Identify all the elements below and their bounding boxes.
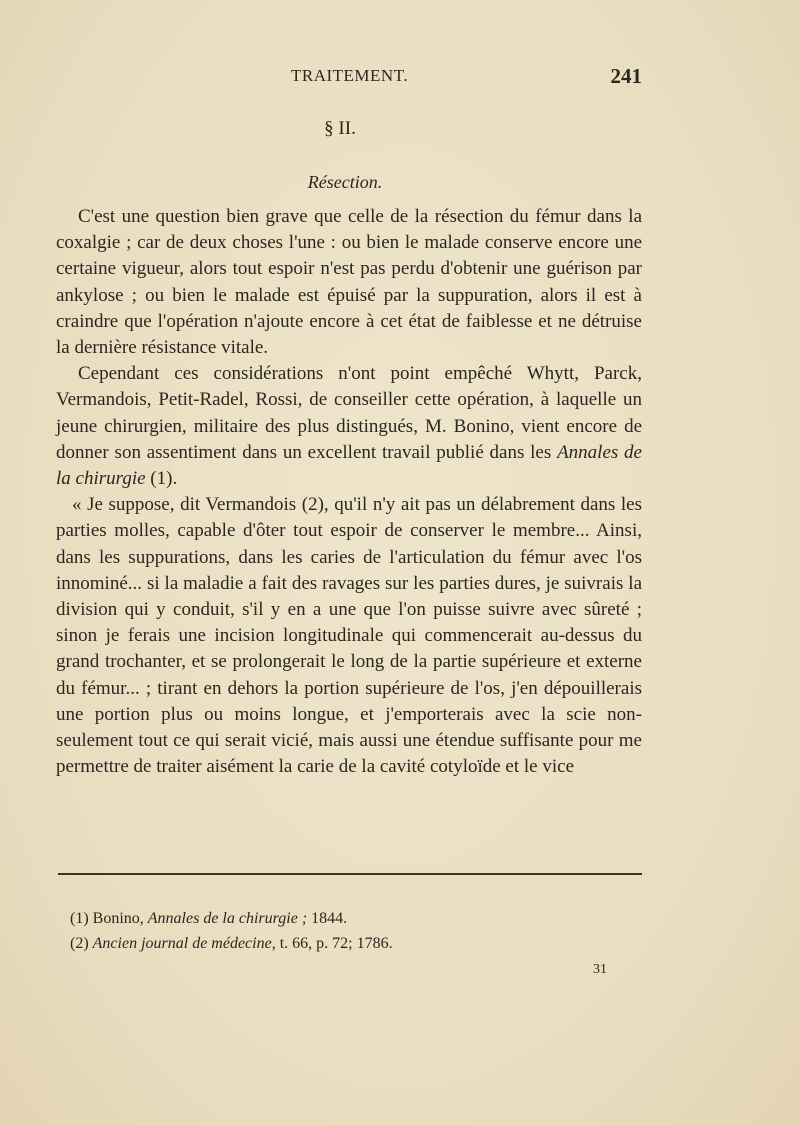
paragraph-1: C'est une question bien grave que celle de la résection du fémur dans la coxalgie ; car de deux choses l'une : ou bien le malade conserve encore une certaine vigueur, alors tout espoir n'est pas perdu d'obtenir une guérison par ankylose ; ou bien le malade est épuisé par la suppuration, alors il est à craindre que l'opération n'ajoute encore à cet état de faiblesse et ne détruise la dernière résistance vitale. [56, 206, 642, 359]
footnote-1-year: 1844. [311, 910, 348, 927]
footnote-divider [58, 873, 642, 875]
signature-mark: 31 [593, 962, 607, 977]
footnote-2-title: Ancien journal de médecine, [92, 935, 276, 952]
journal-title: Annales de la chirurgie [56, 441, 642, 490]
paragraph-2-end: (1). [145, 468, 178, 490]
footnote-1-author: Bonino, [92, 910, 144, 927]
quotation-paragraph: « Je suppose, dit Vermandois (2), qu'il n'y ait pas un délabrement dans les parties molles, capable d'ôter tout espoir de conserver le membre... Ainsi, dans les suppurations, dans les caries de l'articulation du fémur avec l'os innominé... si la maladie a fait des ravages sur les parties dures, je suivrais la division qui y conduit, s'il y en a une que l'on puisse suivre avec sûreté ; sinon je ferais une incision longitudinale qui commencerait au-dessus du grand trochanter, et se prolongerait le long de la partie supérieure et externe du fémur... ; tirant en dehors la portion supérieure de l'os, j'en dépouillerais une portion plus ou moins longue, et j'emporterais avec la scie non-seulement tout ce qui serait vicié, mais aussi une étendue suffisante pour me permettre de traiter aisément la carie de la cavité cotyloïde et le vice [56, 494, 642, 778]
page-number: 241 [610, 64, 642, 88]
running-head [56, 64, 642, 94]
section-title: Résection. [307, 172, 383, 192]
footnote-2-marker: (2) [70, 935, 89, 952]
footnote-2 [70, 931, 630, 956]
body-text [56, 204, 642, 780]
section-number: § II. [324, 118, 356, 139]
footnote-1-marker: (1) [70, 910, 89, 927]
footnotes [70, 906, 630, 956]
paragraph-2-text: Cependant ces considérations n'ont point empêché Whytt, Parck, Vermandois, Petit-Radel, Rossi, de conseiller cette opération, à laquelle un jeune chirurgien, militaire des plus distingués, M. Bonino, vient encore de donner son assentiment dans un excellent travail publié dans les [56, 363, 642, 463]
running-title: TRAITEMENT. [291, 66, 409, 85]
footnote-1 [70, 906, 630, 931]
footnote-1-title: Annales de la chirurgie ; [147, 910, 308, 927]
paragraph-2 [56, 361, 642, 492]
footnote-2-reference: t. 66, p. 72; 1786. [279, 935, 393, 952]
